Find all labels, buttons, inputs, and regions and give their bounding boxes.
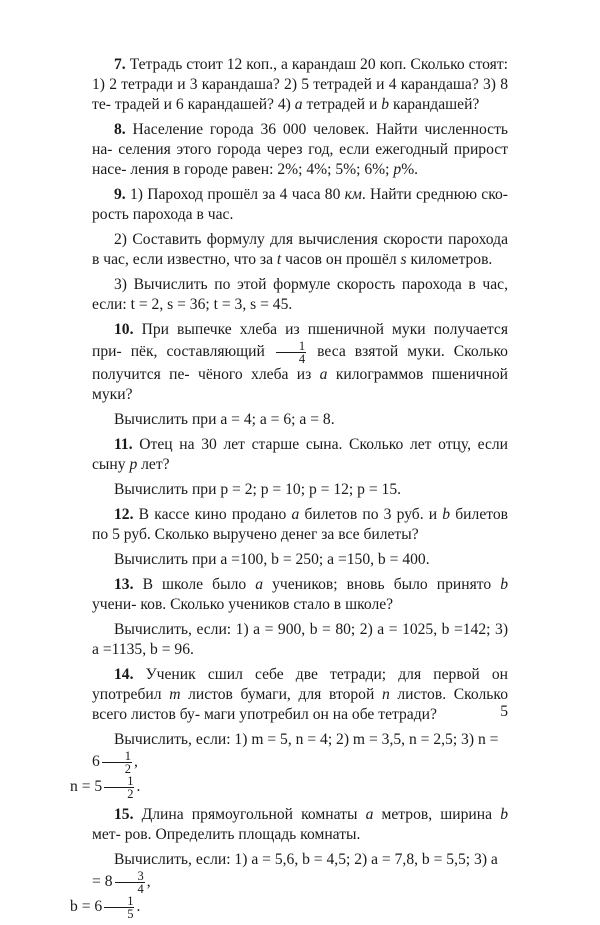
text: n = 5 (70, 778, 103, 796)
text: километров. (406, 251, 493, 268)
textbook-page (70, 55, 509, 925)
text: 1) 2 тетради и 3 карандаша? 2) 5 тетрадей и 4 карандаша? 3) 8 те- (92, 76, 508, 113)
text: учеников; вновь было принято (263, 576, 501, 593)
problem-9-part-1 (92, 185, 508, 225)
fraction (104, 775, 134, 800)
text: листов. Сколько всего листов бу- (92, 686, 509, 723)
text: час, если известно, что за (103, 251, 277, 268)
text: билетов по 3 руб. и (299, 506, 443, 523)
text: чёного хлеба из (198, 366, 320, 383)
problem-14-calc: Вычислить, если: 1) m = 5, n = 4; 2) m = 3,5, n = 2,5; 3) n = 6 $\frac{1}{2}$ , n = 5 $\frac{1}{2}$ . (70, 731, 499, 801)
text: Население города 36 000 человек. Найти численность на- (92, 121, 508, 158)
problem-8 (92, 120, 508, 180)
text: 3) a =1135, b = 96. (92, 621, 509, 658)
variable: b (500, 576, 509, 593)
problem-10-calc: Вычислить при a = 4; a = 6; a = 8. (114, 411, 335, 428)
text: Отец на 30 лет старше сына. Сколько лет отцу, если сыну (92, 436, 508, 473)
text: килограммов пшеничной муки? (92, 366, 508, 403)
variable: b (381, 96, 390, 113)
text: маги употребил он на обе тетради? (203, 706, 437, 723)
text: селения этого города через год, если ежегодный прирост насе- (92, 141, 509, 178)
text: ления в городе равен: 2%; 4%; 5%; 6%; (130, 161, 394, 178)
text: Ученик сшил себе две тетради; для первой он употребил (92, 666, 508, 703)
text: . Найти среднюю ско- (361, 186, 508, 203)
numerator: 1 (102, 750, 132, 763)
problem-11 (92, 435, 508, 475)
problem-number: 13. (114, 576, 134, 593)
text: листов бумаги, для второй (180, 686, 382, 703)
problem-7 (92, 55, 508, 115)
problem-11-calc: Вычислить при p = 2; p = 10; p = 12; p = 15. (114, 481, 402, 498)
variable: p (393, 161, 402, 178)
text: Вычислить, если: 1) a = 900, b = 80; 2) a = 1025, b =142; (114, 621, 491, 638)
problem-number: 11. (114, 436, 133, 453)
text: метров, ширина (373, 806, 501, 823)
problem-9-part-2 (92, 230, 508, 270)
text: b = 6 (70, 898, 103, 916)
text: Тетрадь стоит 12 коп., а карандаш 20 коп. Сколько стоят: (129, 56, 508, 73)
problem-15 (92, 805, 508, 845)
variable: a (365, 806, 374, 823)
denominator: 2 (124, 762, 132, 776)
variable: t (276, 251, 282, 268)
variable: a (294, 96, 303, 113)
variable: a (319, 366, 328, 383)
problem-number: 12. (114, 506, 134, 523)
fraction (276, 340, 306, 365)
denominator: 5 (127, 907, 134, 921)
problem-number: 14. (114, 666, 134, 683)
text: рость парохода в час. (92, 206, 234, 223)
numerator: 3 (115, 870, 145, 883)
problem-12 (92, 505, 508, 545)
problem-number: 15. (114, 806, 134, 823)
variable: a (291, 506, 300, 523)
numerator: 1 (276, 340, 306, 353)
text: 2) Составить формулу для вычисления скорости парохода в (92, 231, 508, 268)
variable: a (255, 576, 264, 593)
text: ков. Сколько учеников стало в школе? (140, 596, 394, 613)
variable: p (129, 456, 138, 473)
problem-number: 10. (114, 321, 134, 338)
denominator: 4 (298, 352, 306, 366)
fraction (102, 750, 132, 775)
text: лет? (137, 456, 170, 473)
problem-number: 9. (114, 186, 126, 203)
formula: t = 2, s = 36; t = 3, s = 45. (130, 296, 293, 313)
text: мет- (92, 826, 121, 843)
fraction (115, 870, 145, 895)
text: %. (401, 161, 419, 178)
text: 3) Вычислить по этой формуле скорость парохода в час, если: (92, 276, 508, 313)
text: веса взятой муки. Сколько получится пе- (92, 343, 508, 383)
text: часов он прошёл (281, 251, 401, 268)
variable: m (169, 686, 181, 703)
variable: n (381, 686, 390, 703)
problem-13-calc (92, 620, 508, 660)
text: Вычислить, если: 1) a = 5,6, b = 4,5; 2) a = 7,8, b = 5,5; 3) a = 8 (92, 851, 498, 891)
denominator: 4 (137, 882, 144, 896)
problem-9-part-3 (92, 275, 508, 315)
text: учени- (92, 596, 137, 613)
text: ров. Определить площадь комнаты. (124, 826, 361, 843)
problem-number: 8. (114, 121, 126, 138)
text: В школе было (142, 576, 256, 593)
problem-13 (92, 575, 508, 615)
problem-15-calc: Вычислить, если: 1) a = 5,6, b = 4,5; 2) a = 7,8, b = 5,5; 3) a = 8 $\frac{3}{4}$ , b = 6 $\frac{1}{5}$ . (70, 851, 498, 921)
text: 1) Пароход прошёл за 4 часа 80 (129, 186, 345, 203)
text: Длина прямоугольной комнаты (141, 806, 366, 823)
text: тетрадей и (302, 96, 382, 113)
text: традей и 6 карандашей? 4) (114, 96, 295, 113)
text: билетов по (92, 506, 509, 543)
text: В кассе кино продано (138, 506, 292, 523)
fraction (104, 895, 134, 920)
variable: b (442, 506, 451, 523)
denominator: 2 (127, 787, 134, 801)
text: 5 руб. Сколько выручено денег за все билеты? (112, 526, 419, 543)
page-number: 5 (500, 703, 508, 720)
text: пёк, составляющий (130, 343, 265, 361)
text: карандашей? (389, 96, 480, 113)
variable: s (400, 251, 407, 268)
unit: км (344, 186, 362, 203)
numerator: 1 (104, 895, 134, 908)
problem-10 (92, 320, 508, 405)
text: При выпечке хлеба из пшеничной муки получается при- (92, 321, 508, 361)
variable: b (500, 806, 508, 823)
problem-12-calc: Вычислить при a =100, b = 250; a =150, b = 400. (114, 551, 430, 568)
problem-14 (92, 665, 508, 725)
problem-number: 7. (114, 56, 126, 73)
text: Вычислить, если: 1) m = 5, n = 4; 2) m = 3,5, n = 2,5; 3) n = 6 (92, 731, 499, 771)
numerator: 1 (104, 775, 134, 788)
